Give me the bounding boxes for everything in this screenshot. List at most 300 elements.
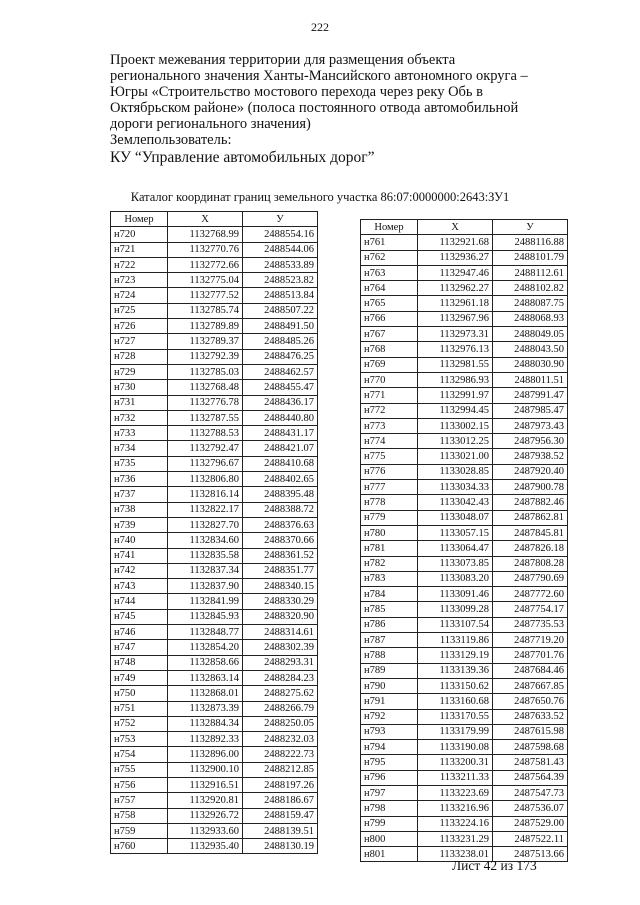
number-cell: н762 <box>361 250 418 265</box>
x-cell: 1133119.86 <box>418 633 493 648</box>
x-cell: 1133083.20 <box>418 571 493 586</box>
y-cell: 2488462.57 <box>243 364 318 379</box>
column-header-x: X <box>418 220 493 235</box>
number-cell: н739 <box>111 517 168 532</box>
x-cell: 1132792.47 <box>168 441 243 456</box>
x-cell: 1133224.16 <box>418 816 493 831</box>
y-cell: 2487772.60 <box>493 587 568 602</box>
table-row <box>361 327 568 342</box>
y-cell: 2487598.68 <box>493 740 568 755</box>
x-cell: 1132935.40 <box>168 839 243 854</box>
table-row <box>361 556 568 571</box>
table-row <box>111 380 318 395</box>
x-cell: 1132863.14 <box>168 670 243 685</box>
x-cell: 1133073.85 <box>418 556 493 571</box>
y-cell: 2487719.20 <box>493 633 568 648</box>
table-row <box>361 740 568 755</box>
number-cell: н789 <box>361 663 418 678</box>
number-cell: н737 <box>111 487 168 502</box>
number-cell: н777 <box>361 480 418 495</box>
x-cell: 1132789.89 <box>168 319 243 334</box>
x-cell: 1133216.96 <box>418 801 493 816</box>
table-row <box>361 755 568 770</box>
table-row <box>361 265 568 280</box>
number-cell: н782 <box>361 556 418 571</box>
y-cell: 2487845.81 <box>493 525 568 540</box>
table-row <box>111 472 318 487</box>
x-cell: 1132785.74 <box>168 303 243 318</box>
table-row <box>361 694 568 709</box>
number-cell: н757 <box>111 793 168 808</box>
table-row <box>111 686 318 701</box>
table-row <box>111 732 318 747</box>
x-cell: 1132868.01 <box>168 686 243 701</box>
number-cell: н758 <box>111 808 168 823</box>
y-cell: 2488485.26 <box>243 334 318 349</box>
y-cell: 2487547.73 <box>493 785 568 800</box>
table-row <box>361 617 568 632</box>
y-cell: 2488232.03 <box>243 732 318 747</box>
x-cell: 1133021.00 <box>418 449 493 464</box>
table-row <box>361 495 568 510</box>
x-cell: 1133028.85 <box>418 464 493 479</box>
number-cell: н730 <box>111 380 168 395</box>
catalog-title: Каталог координат границ земельного участка 86:07:0000000:2643:ЗУ1 <box>130 190 510 204</box>
table-row <box>111 273 318 288</box>
y-cell: 2487581.43 <box>493 755 568 770</box>
table-row <box>111 716 318 731</box>
number-cell: н772 <box>361 403 418 418</box>
x-cell: 1132854.20 <box>168 640 243 655</box>
table-row <box>361 785 568 800</box>
table-row <box>111 579 318 594</box>
number-cell: н798 <box>361 801 418 816</box>
table-row <box>111 533 318 548</box>
number-cell: н773 <box>361 418 418 433</box>
number-cell: н759 <box>111 823 168 838</box>
table-row <box>361 434 568 449</box>
table-row <box>361 311 568 326</box>
number-cell: н743 <box>111 579 168 594</box>
page-number: 222 <box>311 20 329 34</box>
number-cell: н790 <box>361 678 418 693</box>
table-row <box>111 426 318 441</box>
number-cell: н792 <box>361 709 418 724</box>
x-cell: 1132916.51 <box>168 777 243 792</box>
column-header-y: У <box>493 220 568 235</box>
y-cell: 2488523.82 <box>243 273 318 288</box>
y-cell: 2488275.62 <box>243 686 318 701</box>
table-row <box>111 456 318 471</box>
table-row <box>111 808 318 823</box>
number-cell: н784 <box>361 587 418 602</box>
x-cell: 1132973.31 <box>418 327 493 342</box>
y-cell: 2487882.46 <box>493 495 568 510</box>
x-cell: 1132896.00 <box>168 747 243 762</box>
x-cell: 1132947.46 <box>418 265 493 280</box>
x-cell: 1133211.33 <box>418 770 493 785</box>
table-row <box>111 303 318 318</box>
number-cell: н751 <box>111 701 168 716</box>
x-cell: 1132858.66 <box>168 655 243 670</box>
y-cell: 2488101.79 <box>493 250 568 265</box>
table-row <box>361 602 568 617</box>
table-row <box>361 724 568 739</box>
number-cell: н788 <box>361 648 418 663</box>
x-cell: 1133064.47 <box>418 541 493 556</box>
x-cell: 1132936.27 <box>418 250 493 265</box>
y-cell: 2488554.16 <box>243 227 318 242</box>
table-row <box>111 563 318 578</box>
x-cell: 1132845.93 <box>168 609 243 624</box>
number-cell: н752 <box>111 716 168 731</box>
table-row <box>111 609 318 624</box>
table-row <box>361 235 568 250</box>
y-cell: 2488320.90 <box>243 609 318 624</box>
x-cell: 1132792.39 <box>168 349 243 364</box>
table-row <box>361 357 568 372</box>
x-cell: 1133091.46 <box>418 587 493 602</box>
table-row <box>111 502 318 517</box>
y-cell: 2488116.88 <box>493 235 568 250</box>
number-cell: н732 <box>111 410 168 425</box>
x-cell: 1132806.80 <box>168 472 243 487</box>
x-cell: 1133170.55 <box>418 709 493 724</box>
table-row <box>361 372 568 387</box>
x-cell: 1132776.78 <box>168 395 243 410</box>
x-cell: 1133034.33 <box>418 480 493 495</box>
x-cell: 1132920.81 <box>168 793 243 808</box>
y-cell: 2487900.78 <box>493 480 568 495</box>
number-cell: н721 <box>111 242 168 257</box>
document-header <box>110 52 560 166</box>
title-line: Югры «Строительство мостового перехода через реку Обь в <box>110 84 483 100</box>
title-line: Проект межевания территории для размещения объекта <box>110 52 456 68</box>
y-cell: 2488250.05 <box>243 716 318 731</box>
y-cell: 2487650.76 <box>493 694 568 709</box>
y-cell: 2488455.47 <box>243 380 318 395</box>
y-cell: 2488507.22 <box>243 303 318 318</box>
x-cell: 1133042.43 <box>418 495 493 510</box>
y-cell: 2488314.61 <box>243 625 318 640</box>
sheet-info: Лист 42 из 173 <box>452 858 537 873</box>
table-row <box>361 449 568 464</box>
y-cell: 2488544.06 <box>243 242 318 257</box>
number-cell: н794 <box>361 740 418 755</box>
table-row <box>111 640 318 655</box>
number-cell: н725 <box>111 303 168 318</box>
x-cell: 1132796.67 <box>168 456 243 471</box>
x-cell: 1133190.08 <box>418 740 493 755</box>
table-row <box>361 418 568 433</box>
y-cell: 2488043.50 <box>493 342 568 357</box>
x-cell: 1133057.15 <box>418 525 493 540</box>
table-row <box>111 441 318 456</box>
number-cell: н800 <box>361 831 418 846</box>
y-cell: 2488112.61 <box>493 265 568 280</box>
x-cell: 1132816.14 <box>168 487 243 502</box>
number-cell: н761 <box>361 235 418 250</box>
y-cell: 2488011.51 <box>493 372 568 387</box>
column-header-number: Номер <box>361 220 418 235</box>
y-cell: 2488302.39 <box>243 640 318 655</box>
column-header-number: Номер <box>111 212 168 227</box>
number-cell: н747 <box>111 640 168 655</box>
y-cell: 2487513.66 <box>493 847 568 862</box>
number-cell: н729 <box>111 364 168 379</box>
x-cell: 1132848.77 <box>168 625 243 640</box>
number-cell: н749 <box>111 670 168 685</box>
number-cell: н791 <box>361 694 418 709</box>
x-cell: 1132873.39 <box>168 701 243 716</box>
table-row <box>361 388 568 403</box>
y-cell: 2488376.63 <box>243 517 318 532</box>
y-cell: 2487735.53 <box>493 617 568 632</box>
table-row <box>361 510 568 525</box>
x-cell: 1132770.76 <box>168 242 243 257</box>
y-cell: 2488049.05 <box>493 327 568 342</box>
number-cell: н742 <box>111 563 168 578</box>
x-cell: 1133129.19 <box>418 648 493 663</box>
number-cell: н722 <box>111 257 168 272</box>
x-cell: 1133002.15 <box>418 418 493 433</box>
number-cell: н753 <box>111 732 168 747</box>
table-header-row <box>111 212 318 227</box>
number-cell: н744 <box>111 594 168 609</box>
y-cell: 2488159.47 <box>243 808 318 823</box>
y-cell: 2488030.90 <box>493 357 568 372</box>
table-row <box>361 770 568 785</box>
table-row <box>361 296 568 311</box>
y-cell: 2487754.17 <box>493 602 568 617</box>
number-cell: н745 <box>111 609 168 624</box>
y-cell: 2488087.75 <box>493 296 568 311</box>
number-cell: н778 <box>361 495 418 510</box>
x-cell: 1132827.70 <box>168 517 243 532</box>
table-row <box>111 227 318 242</box>
y-cell: 2488293.31 <box>243 655 318 670</box>
table-row <box>361 571 568 586</box>
y-cell: 2488491.50 <box>243 319 318 334</box>
number-cell: н799 <box>361 816 418 831</box>
x-cell: 1132921.68 <box>418 235 493 250</box>
x-cell: 1132962.27 <box>418 281 493 296</box>
table-row <box>111 410 318 425</box>
number-cell: н720 <box>111 227 168 242</box>
number-cell: н776 <box>361 464 418 479</box>
x-cell: 1133107.54 <box>418 617 493 632</box>
number-cell: н760 <box>111 839 168 854</box>
table-row <box>111 747 318 762</box>
table-row <box>361 709 568 724</box>
x-cell: 1132884.34 <box>168 716 243 731</box>
table-row <box>361 525 568 540</box>
owner-name: КУ “Управление автомобильных дорог” <box>110 149 375 166</box>
y-cell: 2488266.79 <box>243 701 318 716</box>
y-cell: 2487701.76 <box>493 648 568 663</box>
number-cell: н748 <box>111 655 168 670</box>
number-cell: н783 <box>361 571 418 586</box>
number-cell: н741 <box>111 548 168 563</box>
x-cell: 1133150.62 <box>418 678 493 693</box>
title-line: регионального значения Ханты-Мансийского автономного округа – <box>110 68 528 84</box>
owner-label: Землепользователь: <box>110 132 232 148</box>
column-header-x: X <box>168 212 243 227</box>
y-cell: 2488351.77 <box>243 563 318 578</box>
table-row <box>111 487 318 502</box>
number-cell: н746 <box>111 625 168 640</box>
y-cell: 2487973.43 <box>493 418 568 433</box>
x-cell: 1132841.99 <box>168 594 243 609</box>
number-cell: н756 <box>111 777 168 792</box>
table-row <box>111 701 318 716</box>
y-cell: 2488395.48 <box>243 487 318 502</box>
table-row <box>111 625 318 640</box>
number-cell: н738 <box>111 502 168 517</box>
number-cell: н764 <box>361 281 418 296</box>
y-cell: 2488212.85 <box>243 762 318 777</box>
y-cell: 2487536.07 <box>493 801 568 816</box>
table-row <box>111 319 318 334</box>
x-cell: 1132777.52 <box>168 288 243 303</box>
x-cell: 1133048.07 <box>418 510 493 525</box>
x-cell: 1133231.29 <box>418 831 493 846</box>
y-cell: 2487529.00 <box>493 816 568 831</box>
table-row <box>111 793 318 808</box>
y-cell: 2487826.18 <box>493 541 568 556</box>
number-cell: н728 <box>111 349 168 364</box>
x-cell: 1132789.37 <box>168 334 243 349</box>
x-cell: 1132837.34 <box>168 563 243 578</box>
number-cell: н750 <box>111 686 168 701</box>
number-cell: н775 <box>361 449 418 464</box>
y-cell: 2488222.73 <box>243 747 318 762</box>
coordinates-table-left <box>110 211 318 854</box>
number-cell: н731 <box>111 395 168 410</box>
x-cell: 1132834.60 <box>168 533 243 548</box>
table-row <box>361 403 568 418</box>
x-cell: 1132837.90 <box>168 579 243 594</box>
x-cell: 1132976.13 <box>418 342 493 357</box>
number-cell: н736 <box>111 472 168 487</box>
x-cell: 1133223.69 <box>418 785 493 800</box>
x-cell: 1132768.99 <box>168 227 243 242</box>
x-cell: 1132892.33 <box>168 732 243 747</box>
y-cell: 2488421.07 <box>243 441 318 456</box>
table-row <box>111 395 318 410</box>
number-cell: н797 <box>361 785 418 800</box>
y-cell: 2488533.89 <box>243 257 318 272</box>
number-cell: н786 <box>361 617 418 632</box>
column-header-y: У <box>243 212 318 227</box>
table-row <box>361 480 568 495</box>
y-cell: 2487808.28 <box>493 556 568 571</box>
number-cell: н779 <box>361 510 418 525</box>
x-cell: 1132933.60 <box>168 823 243 838</box>
number-cell: н780 <box>361 525 418 540</box>
x-cell: 1133179.99 <box>418 724 493 739</box>
table-row <box>361 541 568 556</box>
number-cell: н766 <box>361 311 418 326</box>
x-cell: 1133099.28 <box>418 602 493 617</box>
y-cell: 2488130.19 <box>243 839 318 854</box>
y-cell: 2487667.85 <box>493 678 568 693</box>
number-cell: н733 <box>111 426 168 441</box>
number-cell: н735 <box>111 456 168 471</box>
y-cell: 2488431.17 <box>243 426 318 441</box>
x-cell: 1132768.48 <box>168 380 243 395</box>
y-cell: 2488513.84 <box>243 288 318 303</box>
y-cell: 2488197.26 <box>243 777 318 792</box>
number-cell: н795 <box>361 755 418 770</box>
number-cell: н765 <box>361 296 418 311</box>
y-cell: 2487790.69 <box>493 571 568 586</box>
number-cell: н723 <box>111 273 168 288</box>
x-cell: 1133160.68 <box>418 694 493 709</box>
coordinates-table-right <box>360 219 568 862</box>
table-row <box>111 334 318 349</box>
y-cell: 2487956.30 <box>493 434 568 449</box>
y-cell: 2487938.52 <box>493 449 568 464</box>
number-cell: н793 <box>361 724 418 739</box>
table-row <box>111 823 318 838</box>
number-cell: н769 <box>361 357 418 372</box>
table-row <box>111 777 318 792</box>
table-row <box>111 349 318 364</box>
number-cell: н774 <box>361 434 418 449</box>
number-cell: н727 <box>111 334 168 349</box>
number-cell: н768 <box>361 342 418 357</box>
y-cell: 2488388.72 <box>243 502 318 517</box>
table-row <box>111 670 318 685</box>
number-cell: н781 <box>361 541 418 556</box>
table-row <box>361 633 568 648</box>
table-row <box>361 831 568 846</box>
y-cell: 2488476.25 <box>243 349 318 364</box>
y-cell: 2487684.46 <box>493 663 568 678</box>
y-cell: 2488370.66 <box>243 533 318 548</box>
table-row <box>361 250 568 265</box>
x-cell: 1132785.03 <box>168 364 243 379</box>
y-cell: 2488340.15 <box>243 579 318 594</box>
table-row <box>361 816 568 831</box>
table-row <box>361 678 568 693</box>
number-cell: н734 <box>111 441 168 456</box>
number-cell: н770 <box>361 372 418 387</box>
y-cell: 2488410.68 <box>243 456 318 471</box>
x-cell: 1132991.97 <box>418 388 493 403</box>
x-cell: 1132986.93 <box>418 372 493 387</box>
number-cell: н724 <box>111 288 168 303</box>
table-row <box>111 517 318 532</box>
x-cell: 1132788.53 <box>168 426 243 441</box>
y-cell: 2487633.52 <box>493 709 568 724</box>
x-cell: 1132961.18 <box>418 296 493 311</box>
y-cell: 2488440.80 <box>243 410 318 425</box>
number-cell: н801 <box>361 847 418 862</box>
y-cell: 2488102.82 <box>493 281 568 296</box>
x-cell: 1133139.36 <box>418 663 493 678</box>
x-cell: 1132835.58 <box>168 548 243 563</box>
y-cell: 2488139.51 <box>243 823 318 838</box>
y-cell: 2488284.23 <box>243 670 318 685</box>
table-row <box>361 648 568 663</box>
title-line: дороги регионального значения) <box>110 116 311 132</box>
x-cell: 1132772.66 <box>168 257 243 272</box>
number-cell: н763 <box>361 265 418 280</box>
x-cell: 1132822.17 <box>168 502 243 517</box>
table-row <box>111 594 318 609</box>
